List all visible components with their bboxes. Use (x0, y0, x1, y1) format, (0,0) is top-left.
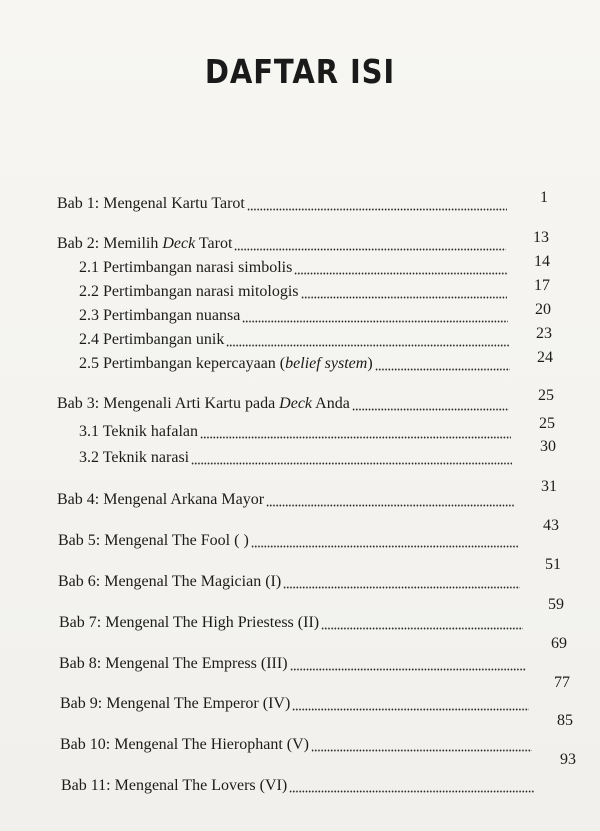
toc-entry-label: Bab 6: Mengenal The Magician (I) (58, 573, 282, 590)
toc-page-number: 1 (540, 189, 548, 206)
dot-leader (200, 423, 511, 439)
dot-leader (321, 614, 523, 630)
dot-leader (294, 259, 508, 275)
toc-entry-label: Bab 9: Mengenal The Emperor (IV) (60, 695, 291, 712)
toc-entry-2-1 (79, 252, 508, 278)
toc-entry-label: 2.4 Pertimbangan unik (79, 331, 225, 348)
dot-leader (191, 449, 512, 465)
toc-entry-bab-9 (60, 688, 529, 714)
toc-page-number: 24 (537, 349, 553, 366)
toc-page-number: 31 (541, 478, 557, 495)
toc-entry-label: Bab 1: Mengenal Kartu Tarot (57, 195, 245, 212)
toc-page-number: 43 (543, 517, 559, 534)
toc-entry-3-2 (79, 442, 512, 468)
toc-entry-label: Bab 10: Mengenal The Hierophant (V) (60, 736, 309, 753)
toc-entry-bab-5 (58, 525, 518, 551)
toc-entry-2-4 (79, 324, 509, 350)
toc-entry-label: Bab 11: Mengenal The Lovers (VI) (61, 777, 288, 794)
toc-page-number: 20 (535, 301, 551, 318)
toc-entry-label: Bab 5: Mengenal The Fool ( ) (58, 532, 249, 549)
toc-entry-label: Bab 2: Memilih Deck Tarot (57, 235, 233, 252)
toc-page-number: 93 (560, 751, 576, 768)
toc-entry-bab-11 (61, 770, 535, 796)
dot-leader (352, 395, 509, 411)
toc-page-number: 59 (548, 596, 564, 613)
dot-leader (375, 355, 510, 371)
toc-entry-bab-7 (59, 607, 523, 633)
toc-entry-bab-2 (57, 228, 506, 254)
toc-page-number: 23 (536, 325, 552, 342)
toc-entry-2-3 (79, 300, 508, 326)
toc-entry-label: 2.1 Pertimbangan narasi simbolis (79, 259, 293, 276)
toc-entry-label: Bab 4: Mengenal Arkana Mayor (57, 491, 265, 508)
toc-entry-bab-6 (58, 566, 520, 592)
toc-page-number: 69 (551, 635, 567, 652)
dot-leader (290, 655, 526, 671)
toc-entry-bab-4 (57, 484, 515, 510)
dot-leader (292, 695, 529, 711)
toc-page-number: 13 (533, 229, 549, 246)
toc-entry-label: 3.2 Teknik narasi (79, 449, 190, 466)
toc-page-number: 25 (538, 387, 554, 404)
dot-leader (311, 736, 532, 752)
dot-leader (226, 331, 509, 347)
toc-page-number: 51 (545, 556, 561, 573)
dot-leader (289, 777, 535, 793)
toc-page-number: 25 (539, 415, 555, 432)
toc-entry-bab-8 (59, 648, 526, 674)
toc-entry-3-1 (79, 416, 511, 442)
dot-leader (234, 235, 506, 251)
toc-entry-2-5 (79, 348, 510, 374)
toc-page-number: 17 (534, 277, 550, 294)
toc-entry-label: 2.2 Pertimbangan narasi mitologis (79, 283, 299, 300)
page-title: DAFTAR ISI (204, 52, 396, 91)
toc-entry-label: 2.3 Pertimbangan nuansa (79, 307, 241, 324)
toc-entry-label: 2.5 Pertimbangan kepercayaan (belief system) (79, 355, 373, 372)
toc-entry-label: 3.1 Teknik hafalan (79, 423, 198, 440)
toc-page-number: 30 (540, 438, 556, 455)
dot-leader (283, 573, 520, 589)
toc-entry-bab-3 (57, 388, 509, 414)
toc-entry-label: Bab 8: Mengenal The Empress (III) (59, 655, 288, 672)
toc-entry-2-2 (79, 276, 507, 302)
dot-leader (242, 307, 508, 323)
dot-leader (266, 491, 515, 507)
toc-entry-bab-10 (60, 729, 532, 755)
toc-entry-label: Bab 3: Mengenali Arti Kartu pada Deck Anda (57, 395, 350, 412)
toc-entry-bab-1 (57, 188, 507, 214)
toc-page-number: 14 (534, 253, 550, 270)
toc-entry-label: Bab 7: Mengenal The High Priestess (II) (59, 614, 320, 631)
toc-page-number: 77 (554, 674, 570, 691)
dot-leader (247, 195, 507, 211)
dot-leader (301, 283, 507, 299)
dot-leader (251, 532, 518, 548)
toc-page-number: 85 (557, 712, 573, 729)
